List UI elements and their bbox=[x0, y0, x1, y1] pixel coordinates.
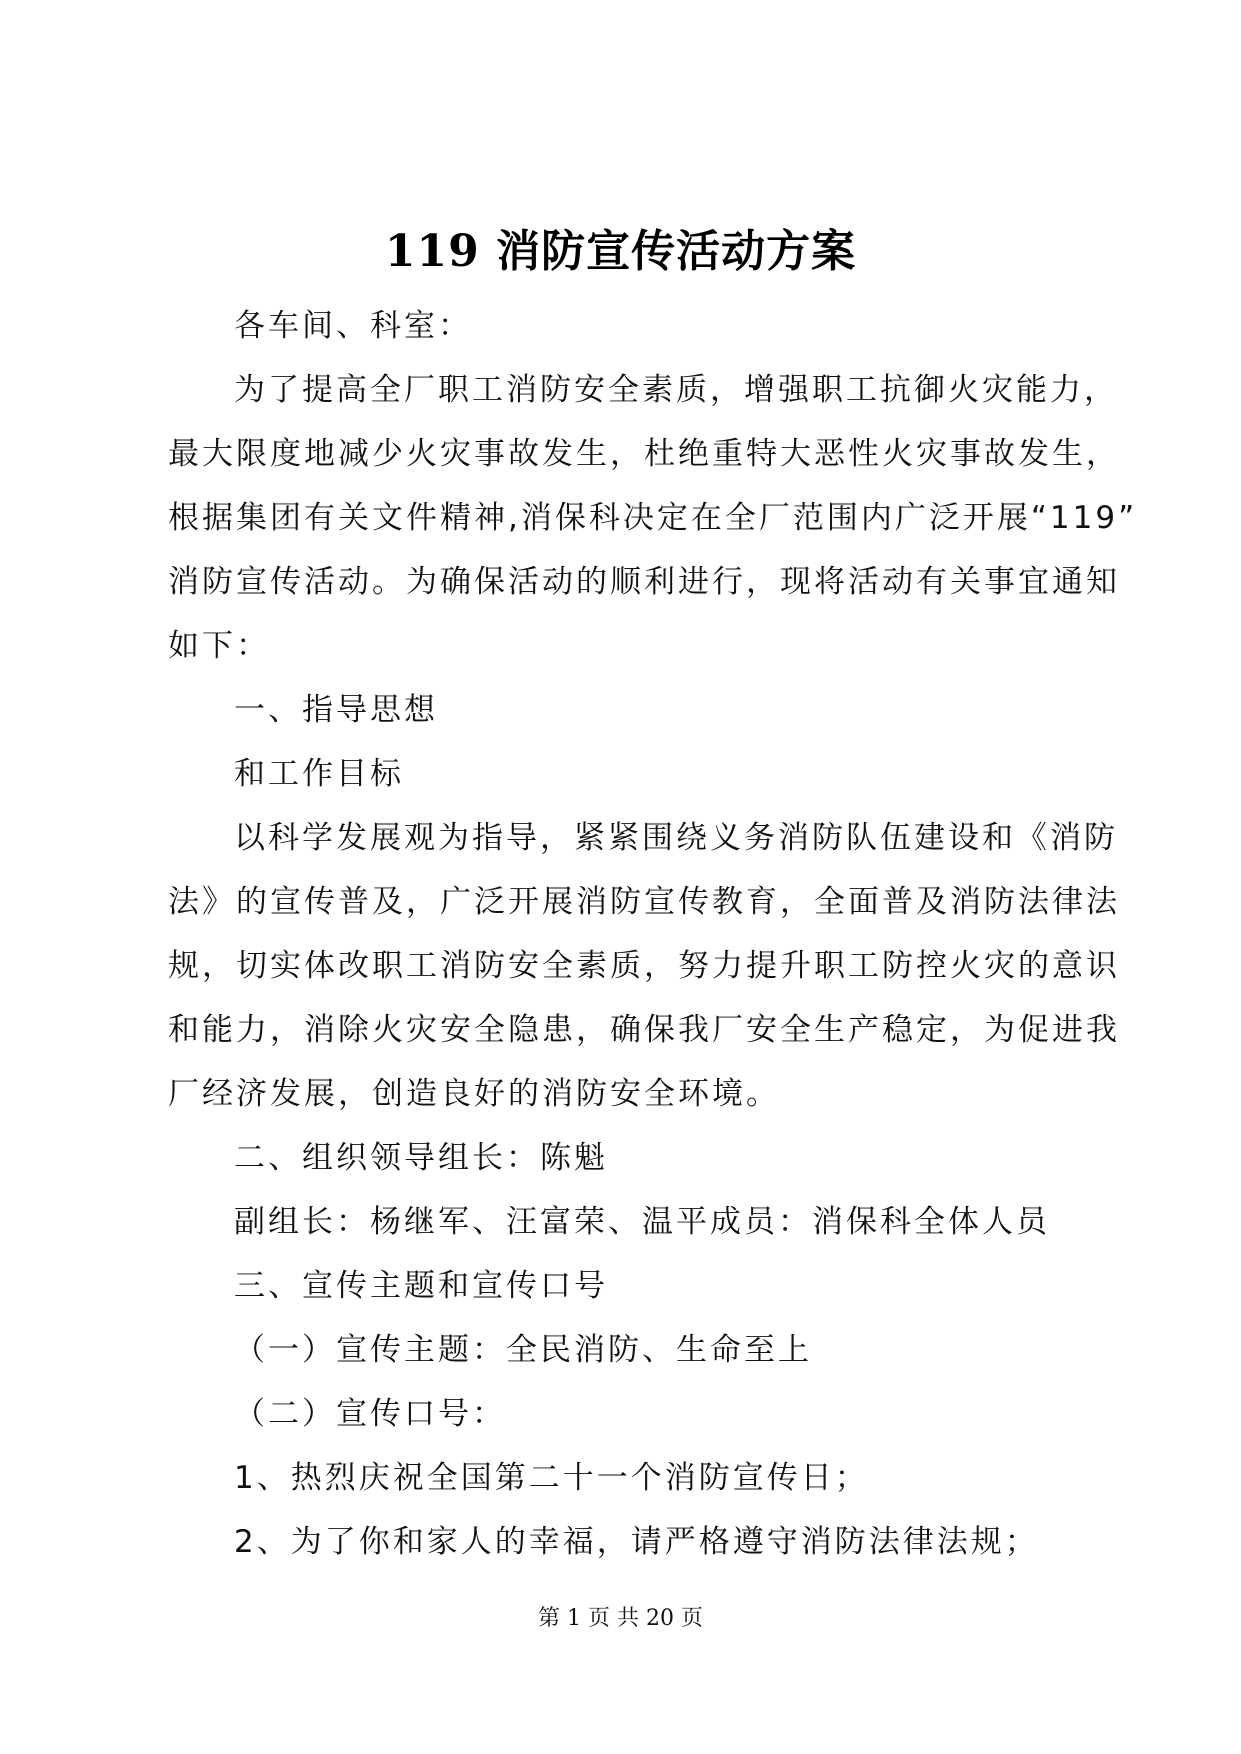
paragraph-line: 以科学发展观为指导，紧紧围绕义务消防队伍建设和《消防 bbox=[234, 820, 1118, 856]
paragraph-line: 和能力，消除火灾安全隐患，确保我厂安全生产稳定，为促进我 bbox=[168, 1012, 1120, 1048]
paragraph-line: 三、宣传主题和宣传口号 bbox=[234, 1268, 608, 1304]
paragraph-line: 1、热烈庆祝全国第二十一个消防宣传日； bbox=[234, 1460, 869, 1496]
paragraph-line: 副组长：杨继军、汪富荣、温平成员：消保科全体人员 bbox=[234, 1204, 1050, 1240]
paragraph-line: 规，切实体改职工消防安全素质，努力提升职工防控火灾的意识 bbox=[168, 948, 1120, 984]
paragraph-line: 厂经济发展，创造良好的消防安全环境。 bbox=[168, 1076, 780, 1112]
paragraph-line: 法》的宣传普及，广泛开展消防宣传教育，全面普及消防法律法 bbox=[168, 884, 1120, 920]
page-footer: 第 1 页 共 20 页 bbox=[538, 1606, 703, 1631]
document-body bbox=[168, 294, 1138, 1574]
paragraph-line: 为了提高全厂职工消防安全素质，增强职工抗御火灾能力， bbox=[234, 372, 1118, 408]
paragraph-line: 根据集团有关文件精神,消保科决定在全厂范围内广泛开展“119” bbox=[168, 500, 1138, 536]
paragraph-line: （一）宣传主题：全民消防、生命至上 bbox=[234, 1332, 812, 1368]
paragraph-line: （二）宣传口号： bbox=[234, 1396, 506, 1432]
paragraph-line: 各车间、科室： bbox=[234, 308, 472, 344]
paragraph-line: 消防宣传活动。为确保活动的顺利进行，现将活动有关事宜通知 bbox=[168, 564, 1120, 600]
paragraph-line: 最大限度地减少火灾事故发生，杜绝重特大恶性火灾事故发生， bbox=[168, 436, 1120, 472]
paragraph-line: 一、指导思想 bbox=[234, 692, 438, 728]
paragraph-line: 如下： bbox=[168, 628, 270, 664]
document-title: 119 消防宣传活动方案 bbox=[384, 226, 857, 277]
paragraph-line: 2、为了你和家人的幸福，请严格遵守消防法律法规； bbox=[234, 1524, 1039, 1560]
paragraph-line: 和工作目标 bbox=[234, 756, 404, 792]
paragraph-line: 二、组织领导组长：陈魁 bbox=[234, 1140, 608, 1176]
